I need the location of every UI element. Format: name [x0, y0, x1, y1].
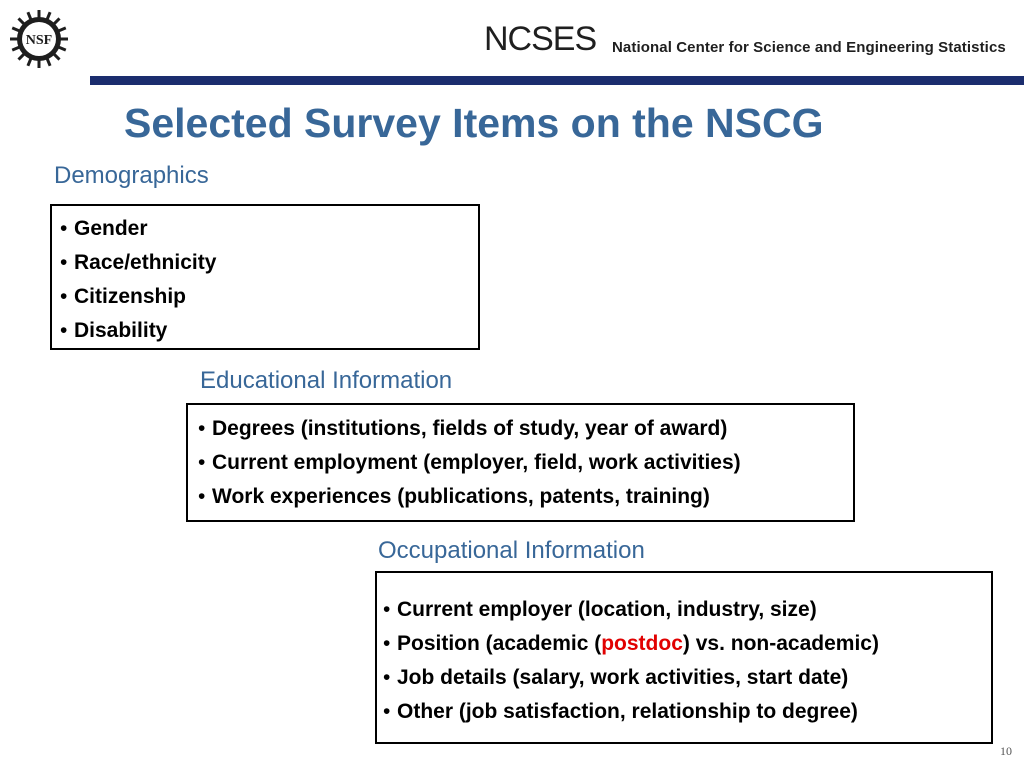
- bullet-text-before: Position (academic (: [397, 632, 602, 655]
- bullet-item: [60, 280, 478, 314]
- nsf-logo: [8, 8, 70, 70]
- occupational-heading: Occupational Information: [378, 537, 645, 564]
- bullet-icon: •: [60, 251, 68, 274]
- bullet-item: [383, 593, 991, 627]
- bullet-icon: •: [198, 485, 206, 508]
- highlighted-term: postdoc: [601, 632, 683, 655]
- nsf-logo-text: NSF: [25, 33, 53, 48]
- bullet-item: [383, 627, 991, 661]
- bullet-icon: •: [383, 598, 391, 621]
- bullet-text-after: ) vs. non-academic): [682, 632, 879, 655]
- bullet-icon: •: [383, 700, 391, 723]
- bullet-item: [60, 246, 478, 280]
- bullet-text: Citizenship: [74, 285, 187, 308]
- bullet-icon: •: [60, 319, 68, 342]
- bullet-text: Gender: [74, 217, 148, 240]
- educational-heading: Educational Information: [200, 367, 453, 394]
- bullet-item: [60, 212, 478, 246]
- bullet-item: [383, 695, 991, 729]
- ncses-mark: NCSES: [484, 20, 597, 58]
- bullet-icon: •: [198, 451, 206, 474]
- occupational-list: [383, 593, 991, 729]
- educational-box: [186, 403, 855, 522]
- bullet-item: [383, 661, 991, 695]
- bullet-item: [198, 446, 853, 480]
- bullet-icon: •: [383, 632, 391, 655]
- demographics-box: [50, 204, 480, 350]
- bullet-text: Current employer (location, industry, size): [397, 598, 817, 621]
- bullet-text: Disability: [74, 319, 168, 342]
- header-rule: [90, 76, 1024, 85]
- bullet-text: Work experiences (publications, patents, training): [212, 485, 710, 508]
- bullet-text: Other (job satisfaction, relationship to degree): [397, 700, 858, 723]
- bullet-text: Degrees (institutions, fields of study, year of award): [212, 417, 728, 440]
- slide-title: Selected Survey Items on the NSCG: [124, 100, 824, 146]
- bullet-icon: •: [383, 666, 391, 689]
- bullet-text: Current employment (employer, field, work activities): [212, 451, 741, 474]
- demographics-list: [60, 212, 478, 348]
- bullet-item: [198, 480, 853, 514]
- demographics-heading: Demographics: [54, 162, 209, 189]
- page-number: 10: [1000, 744, 1012, 758]
- bullet-text: Job details (salary, work activities, start date): [397, 666, 849, 689]
- bullet-item: [60, 314, 478, 348]
- educational-list: [198, 412, 853, 514]
- bullet-icon: •: [198, 417, 206, 440]
- bullet-icon: •: [60, 217, 68, 240]
- ncses-full-name: National Center for Science and Engineering Statistics: [612, 39, 1006, 56]
- bullet-text: Race/ethnicity: [74, 251, 217, 274]
- bullet-item: [198, 412, 853, 446]
- occupational-box: [375, 571, 993, 744]
- bullet-icon: •: [60, 285, 68, 308]
